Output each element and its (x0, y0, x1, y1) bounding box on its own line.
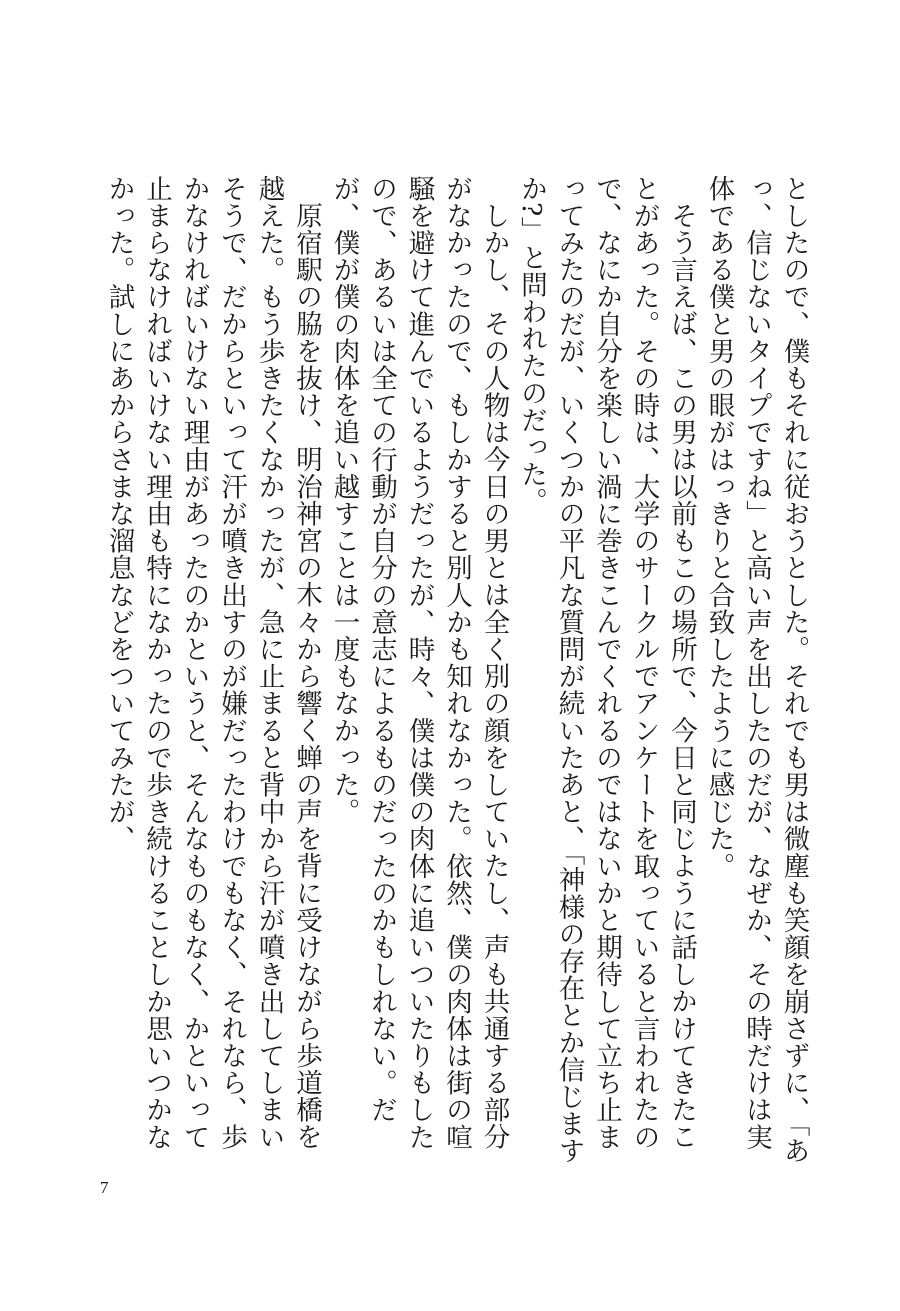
vertical-body-text (100, 175, 813, 1175)
paragraph-1: としたので、僕もそれに従おうとした。それでも男は微塵も笑顔を崩さずに、「あっ、信じないタイプですね」と高い声を出したのだが、なぜか、その時だけは実体である僕と男の眼がはっきりと合致したように感じた。 (703, 175, 810, 1165)
paragraph-4: 原宿駅の脇を抜け、明治神宮の木々から響く蝉の声を背に受けながら歩道橋を越えた。もう歩きたくなかったが、急に止まると背中から汗が噴き出してしまいそうで、だからといって汗が噴き出すのが嫌だったわけでもなく、それなら、歩かなければいけない理由があったのかというと、そんなものもなく、かといって止まらなければいけない理由も特になかったので歩き続けることしか思いつかなかった。試しにあからさまな溜息などをついてみたが、 (103, 175, 322, 1151)
page-number: 7 (100, 1178, 109, 1197)
paragraph-3: しかし、その人物は今日の男とは全く別の顔をしていたし、声も共通する部分がなかったので、もしかすると別人かも知れなかった。依然、僕の肉体は街の喧騒を避けて進んでいるようだったが、時々、僕は僕の肉体に追いついたりもしたので、あるいは全ての行動が自分の意志によるものだったのかもしれない。だが、僕が僕の肉体を追い越すことは一度もなかった。 (328, 175, 510, 1151)
paragraph-2: そう言えば、この男は以前もこの場所で、今日と同じように話しかけてきたことがあった。その時は、大学のサークルでアンケートを取っていると言われたので、なにか自分を楽しい渦に巻きこんでくれるのではないかと期待して立ち止まってみたのだが、いくつかの平凡な質問が続いたあと、「神様の存在とか信じますか?」と問われたのだった。 (516, 175, 697, 1165)
body-text-block (100, 175, 810, 1175)
